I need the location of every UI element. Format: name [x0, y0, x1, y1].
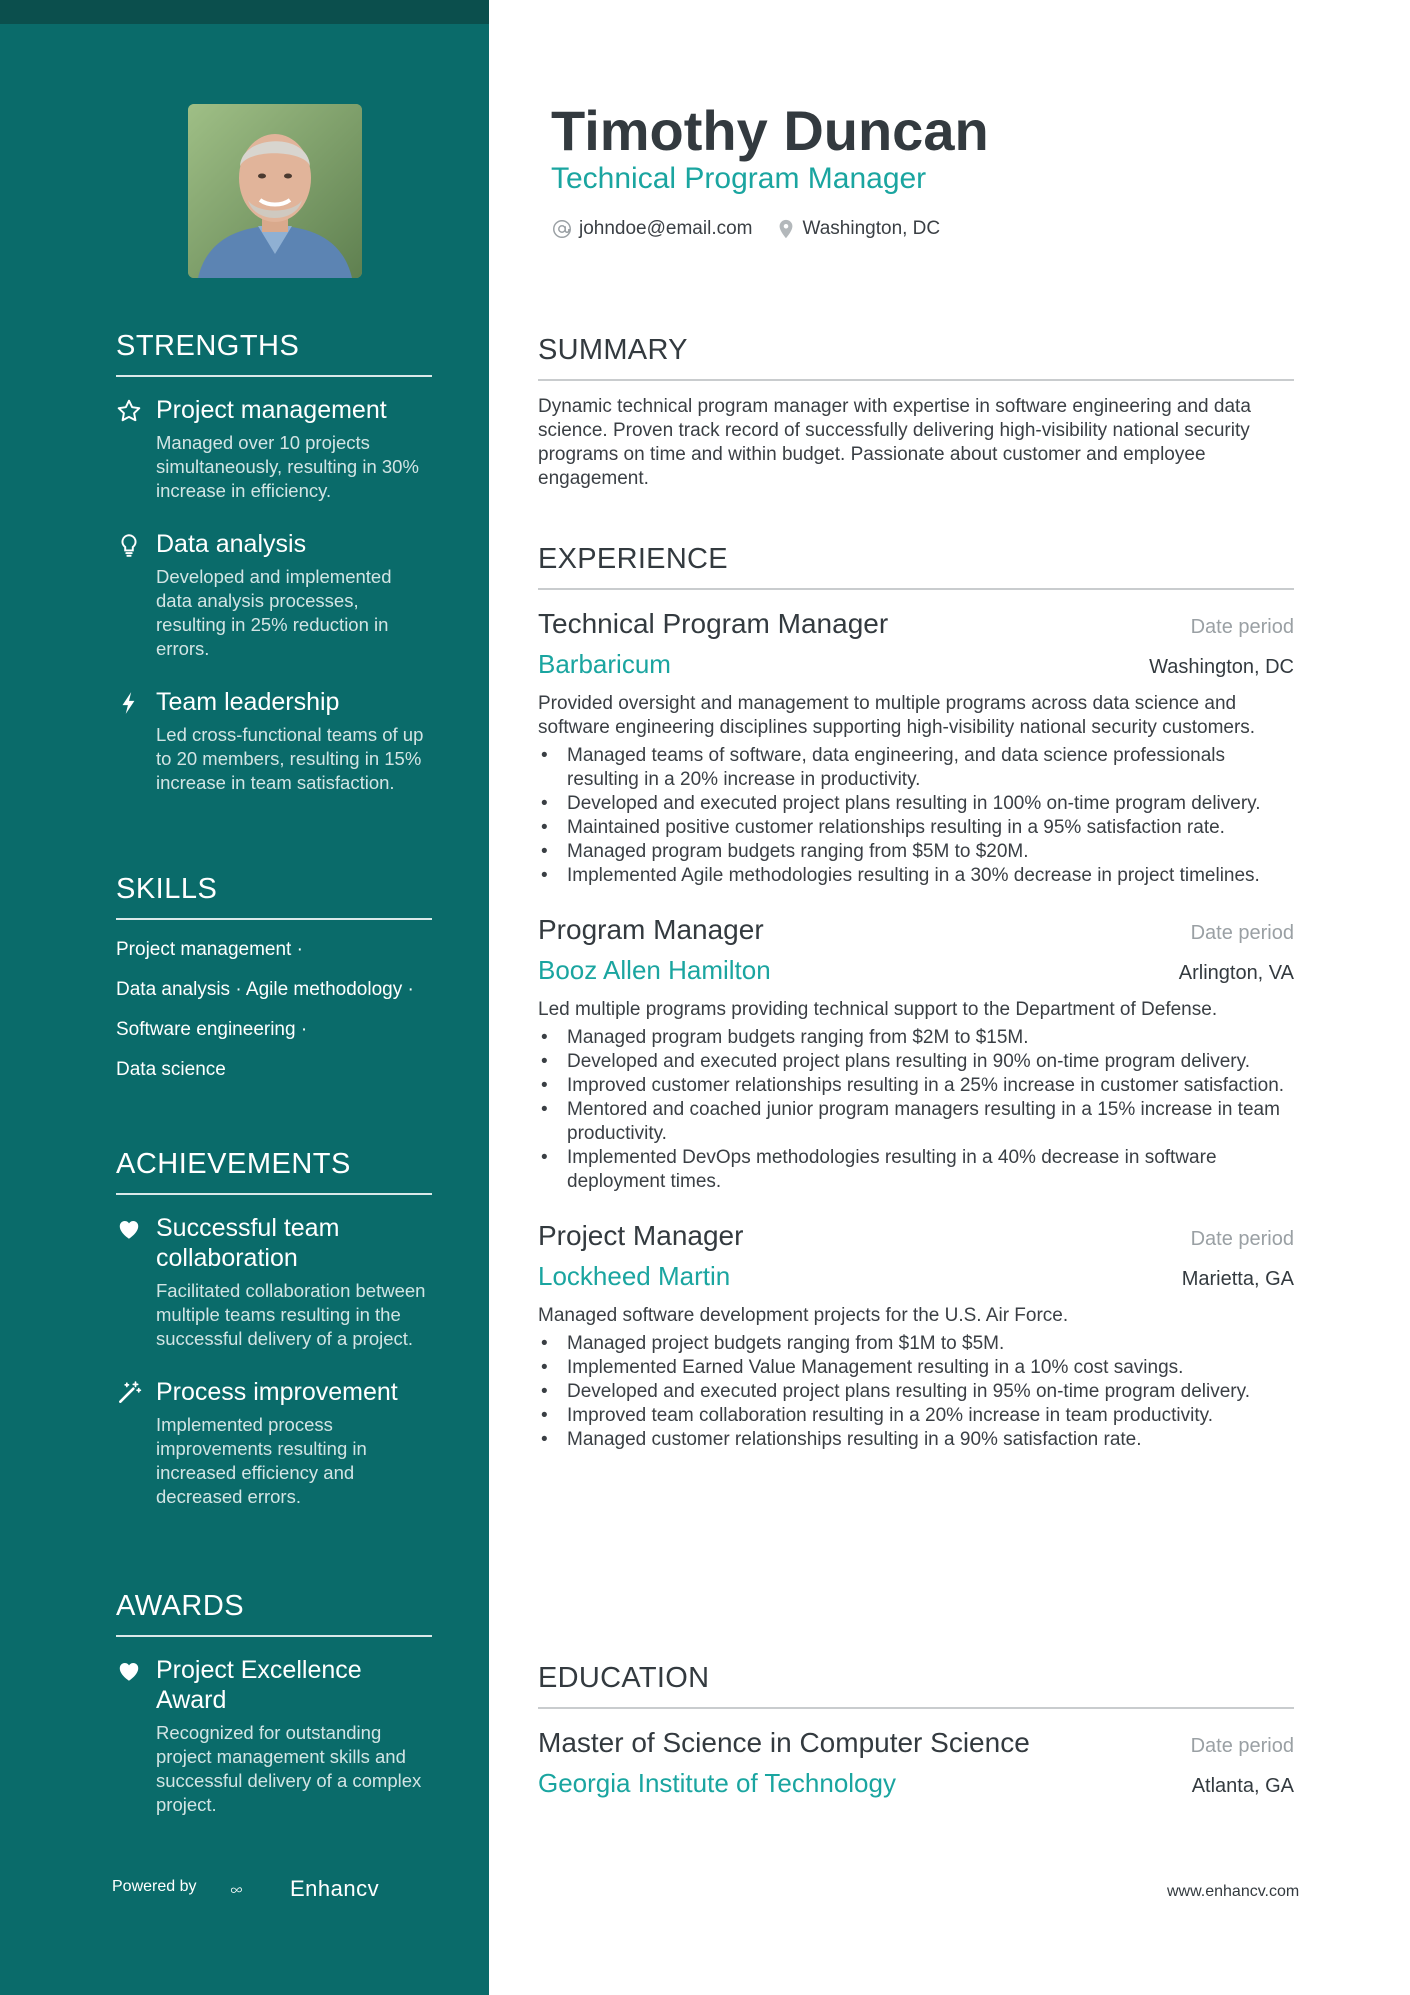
- lightbulb-icon: [116, 532, 142, 558]
- bullet-item: • Developed and executed project plans resulting in 100% on-time program delivery.: [538, 792, 1294, 816]
- candidate-name: Timothy Duncan: [551, 99, 989, 162]
- education-section: [538, 1662, 1294, 1803]
- candidate-role: Technical Program Manager: [551, 162, 927, 195]
- achievement-item: [116, 1377, 432, 1509]
- bullet-item: • Improved customer relationships resulting in a 25% increase in customer satisfaction.: [538, 1074, 1294, 1098]
- contact-row: [551, 218, 940, 240]
- enhancv-brand: Enhancv: [290, 1876, 380, 1901]
- star-icon: [116, 398, 142, 424]
- award-item: [116, 1655, 432, 1817]
- strengths-section: [116, 330, 432, 821]
- lightning-icon: [116, 690, 142, 716]
- strengths-title: STRENGTHS: [116, 330, 432, 377]
- skills-line: Data science: [116, 1059, 226, 1080]
- job-company: Lockheed Martin: [538, 1261, 731, 1291]
- bullet-item: • Maintained positive customer relationships resulting in a 95% satisfaction rate.: [538, 816, 1294, 840]
- skills-line: Project management ·: [116, 939, 303, 960]
- bullet-item: • Managed project budgets ranging from $1M to $5M.: [538, 1332, 1294, 1356]
- strength-item: [116, 395, 432, 503]
- job-company: Barbaricum: [538, 649, 671, 679]
- experience-title: EXPERIENCE: [538, 543, 1294, 590]
- school-name: Georgia Institute of Technology: [538, 1768, 896, 1798]
- job-title: Program Manager: [538, 914, 764, 945]
- bullet-item: • Managed customer relationships resulting in a 90% satisfaction rate.: [538, 1428, 1294, 1452]
- job-description: Provided oversight and management to multiple programs across data science and software engineering disciplines supporting high-visibility national security customers.: [538, 693, 1256, 738]
- job-location: Washington, DC: [1149, 656, 1294, 678]
- job-title: Project Manager: [538, 1220, 744, 1251]
- education-title: EDUCATION: [538, 1662, 1294, 1709]
- job-location: Arlington, VA: [1178, 962, 1294, 984]
- summary-title: SUMMARY: [538, 334, 1294, 381]
- strength-title: Project management: [156, 396, 387, 424]
- job-date: Date period: [1190, 616, 1294, 638]
- job-entry: [538, 910, 1294, 1194]
- strength-desc: Managed over 10 projects simultaneously, resulting in 30% increase in efficiency.: [156, 432, 419, 501]
- education-date: Date period: [1190, 1735, 1294, 1757]
- job-description: Led multiple programs providing technical support to the Department of Defense.: [538, 999, 1218, 1020]
- job-date: Date period: [1190, 1228, 1294, 1250]
- strength-desc: Led cross-functional teams of up to 20 members, resulting in 15% increase in team satisfaction.: [156, 724, 424, 793]
- job-bullets: [538, 1332, 1294, 1452]
- sidebar-top-bar: [0, 0, 489, 24]
- skills-title: SKILLS: [116, 873, 432, 920]
- bullet-item: • Implemented Earned Value Management resulting in a 10% cost savings.: [538, 1356, 1294, 1380]
- skills-line: Data analysis · Agile methodology ·: [116, 979, 414, 1000]
- skills-section: [116, 873, 432, 1098]
- award-title: Project Excellence Award: [156, 1656, 362, 1714]
- achievements-title: ACHIEVEMENTS: [116, 1148, 432, 1195]
- job-bullets: [538, 744, 1294, 888]
- awards-title: AWARDS: [116, 1590, 432, 1637]
- experience-section: [538, 543, 1294, 1474]
- powered-by-label: Powered by: [112, 1878, 197, 1895]
- job-description: Managed software development projects for the U.S. Air Force.: [538, 1305, 1069, 1326]
- degree-title: Master of Science in Computer Science: [538, 1727, 1030, 1758]
- sidebar: [0, 0, 489, 1995]
- bullet-item: • Managed teams of software, data engineering, and data science professionals resulting in a 20% increase in productivity.: [538, 744, 1294, 792]
- email-link[interactable]: johndoe@email.com: [579, 218, 753, 239]
- strength-item: [116, 687, 432, 795]
- summary-section: [538, 334, 1294, 491]
- summary-text: Dynamic technical program manager with expertise in software engineering and data science. Proven track record of successfully delivering high-visibility national security programs on time and within budget. Passionate about customer and employee engagement.: [538, 396, 1251, 489]
- achievement-desc: Implemented process improvements resulting in increased efficiency and decreased errors.: [156, 1414, 367, 1507]
- heart-icon: [116, 1658, 142, 1684]
- strength-title: Data analysis: [156, 530, 307, 558]
- bullet-item: • Improved team collaboration resulting in a 20% increase in team productivity.: [538, 1404, 1294, 1428]
- strength-item: [116, 529, 432, 661]
- achievement-title: Process improvement: [156, 1378, 398, 1406]
- job-title: Technical Program Manager: [538, 608, 889, 639]
- location-text: Washington, DC: [802, 218, 941, 239]
- job-location: Marietta, GA: [1181, 1268, 1294, 1290]
- award-desc: Recognized for outstanding project management skills and successful delivery of a complex project.: [156, 1722, 422, 1815]
- education-location: Atlanta, GA: [1191, 1775, 1294, 1797]
- job-entry: [538, 1216, 1294, 1452]
- heart-icon: [116, 1216, 142, 1242]
- bullet-item: • Implemented Agile methodologies resulting in a 30% decrease in project timelines.: [538, 864, 1294, 888]
- profile-photo: [188, 104, 362, 278]
- enhancv-logo-icon: [230, 1876, 282, 1904]
- skills-line: Software engineering ·: [116, 1019, 308, 1040]
- awards-section: [116, 1590, 432, 1843]
- job-date: Date period: [1190, 922, 1294, 944]
- bullet-item: • Managed program budgets ranging from $2M to $15M.: [538, 1026, 1294, 1050]
- achievement-item: [116, 1213, 432, 1351]
- magic-wand-icon: [116, 1380, 142, 1406]
- bullet-item: • Implemented DevOps methodologies resulting in a 40% decrease in software deployment times.: [538, 1146, 1294, 1194]
- at-icon: [551, 218, 573, 240]
- footer-site-link[interactable]: www.enhancv.com: [1167, 1883, 1300, 1900]
- achievement-desc: Facilitated collaboration between multiple teams resulting in the successful delivery of a project.: [156, 1280, 426, 1349]
- job-bullets: [538, 1026, 1294, 1194]
- job-company: Booz Allen Hamilton: [538, 955, 771, 985]
- bullet-item: • Managed program budgets ranging from $5M to $20M.: [538, 840, 1294, 864]
- bullet-item: • Developed and executed project plans resulting in 95% on-time program delivery.: [538, 1380, 1294, 1404]
- job-entry: [538, 604, 1294, 888]
- bullet-item: • Developed and executed project plans resulting in 90% on-time program delivery.: [538, 1050, 1294, 1074]
- achievement-title: Successful team collaboration: [156, 1214, 340, 1272]
- strength-desc: Developed and implemented data analysis processes, resulting in 25% reduction in errors.: [156, 566, 392, 659]
- location-pin-icon: [775, 218, 797, 240]
- strength-title: Team leadership: [156, 688, 340, 716]
- bullet-item: • Mentored and coached junior program managers resulting in a 15% increase in team productivity.: [538, 1098, 1294, 1146]
- achievements-section: [116, 1148, 432, 1535]
